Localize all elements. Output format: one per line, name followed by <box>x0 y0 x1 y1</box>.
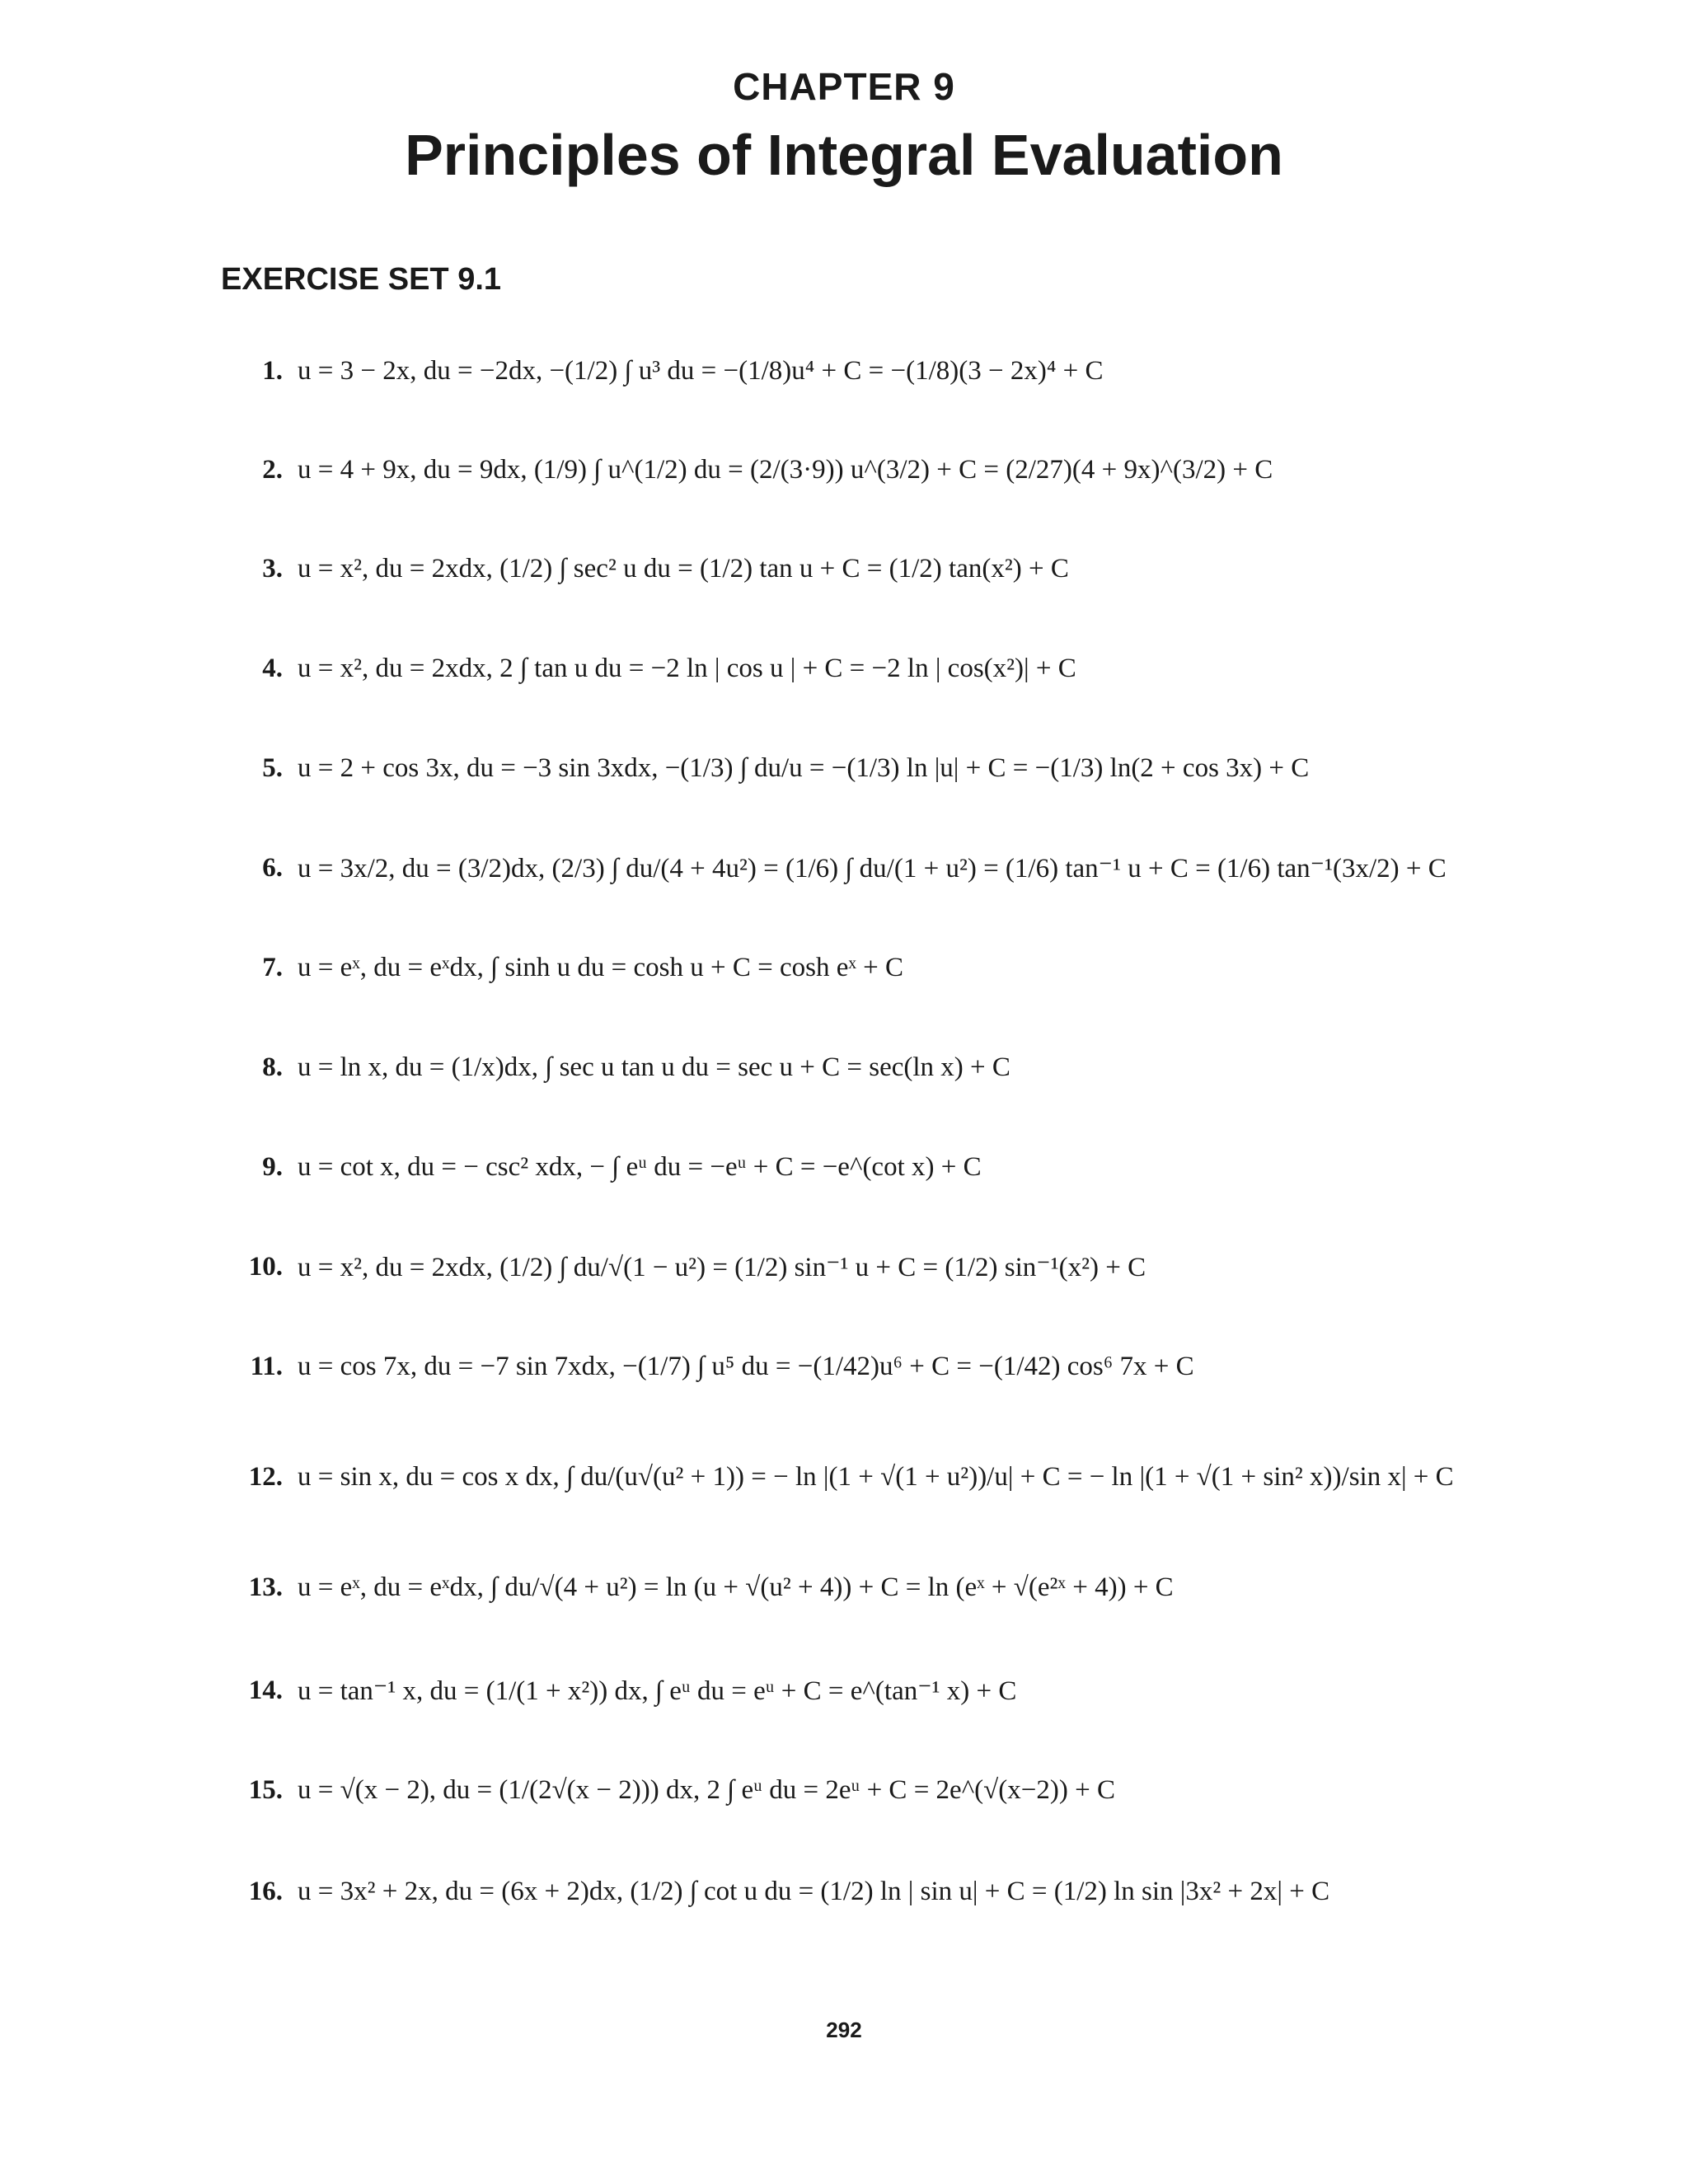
exercise-solution: u = 4 + 9x, du = 9dx, (1/9) ∫ u^(1/2) du = (2/(3·9)) u^(3/2) + C = (2/27)(4 + 9x)^(3/2) + C <box>298 454 1273 485</box>
exercise-number: 2. <box>262 454 283 485</box>
exercise-item <box>218 1432 1653 1522</box>
exercise-number: 1. <box>262 355 283 386</box>
exercise-item <box>218 1022 1653 1113</box>
exercise-solution: u = eˣ, du = eˣdx, ∫ sinh u du = cosh u + C = cosh eˣ + C <box>298 952 904 982</box>
exercise-item <box>218 1542 1653 1633</box>
exercise-solution: u = x², du = 2xdx, (1/2) ∫ sec² u du = (1/2) tan u + C = (1/2) tan(x²) + C <box>298 553 1069 583</box>
exercise-number: 10. <box>248 1251 283 1282</box>
exercise-solution: u = 2 + cos 3x, du = −3 sin 3xdx, −(1/3) ∫ du/u = −(1/3) ln |u| + C = −(1/3) ln(2 + cos 3x) + C <box>298 752 1310 783</box>
exercise-item <box>218 1745 1653 1835</box>
exercise-number: 15. <box>248 1774 283 1805</box>
exercise-number: 12. <box>248 1461 283 1492</box>
exercise-solution: u = x², du = 2xdx, (1/2) ∫ du/√(1 − u²) = (1/2) sin⁻¹ u + C = (1/2) sin⁻¹(x²) + C <box>298 1253 1146 1282</box>
exercise-item <box>218 1645 1653 1736</box>
exercise-item <box>218 723 1653 813</box>
section-heading: EXERCISE SET 9.1 <box>221 262 502 297</box>
exercise-number: 7. <box>262 952 283 982</box>
exercise-solution: u = x², du = 2xdx, 2 ∫ tan u du = −2 ln | cos u | + C = −2 ln | cos(x²)| + C <box>298 653 1076 683</box>
exercise-solution: u = cos 7x, du = −7 sin 7xdx, −(1/7) ∫ u⁵ du = −(1/42)u⁶ + C = −(1/42) cos⁶ 7x + C <box>298 1351 1194 1381</box>
exercise-solution: u = 3x² + 2x, du = (6x + 2)dx, (1/2) ∫ cot u du = (1/2) ln | sin u| + C = (1/2) ln sin |3x² + 2x| + C <box>298 1876 1330 1906</box>
exercise-item <box>218 1321 1653 1412</box>
page-number: 292 <box>826 2018 862 2042</box>
exercise-number: 6. <box>262 852 283 883</box>
exercise-number: 13. <box>248 1572 283 1602</box>
exercise-item <box>218 823 1653 913</box>
exercise-number: 14. <box>248 1675 283 1705</box>
exercise-item <box>218 1122 1653 1212</box>
exercise-item <box>218 623 1653 714</box>
exercise-number: 8. <box>262 1052 283 1082</box>
exercise-solution: u = tan⁻¹ x, du = (1/(1 + x²)) dx, ∫ eᵘ du = eᵘ + C = e^(tan⁻¹ x) + C <box>298 1676 1017 1706</box>
exercise-solution: u = √(x − 2), du = (1/(2√(x − 2))) dx, 2 ∫ eᵘ du = 2eᵘ + C = 2e^(√(x−2)) + C <box>298 1774 1115 1805</box>
exercise-number: 16. <box>248 1876 283 1906</box>
exercise-solution: u = sin x, du = cos x dx, ∫ du/(u√(u² + 1)) = − ln |(1 + √(1 + u²))/u| + C = − ln |(1 + √(1 + sin² x))/sin x| + C <box>298 1461 1454 1492</box>
exercise-solution: u = ln x, du = (1/x)dx, ∫ sec u tan u du = sec u + C = sec(ln x) + C <box>298 1052 1010 1082</box>
exercise-item <box>218 922 1653 1013</box>
exercise-item <box>218 1846 1653 1937</box>
exercise-solution: u = cot x, du = − csc² xdx, − ∫ eᵘ du = −eᵘ + C = −e^(cot x) + C <box>298 1151 982 1182</box>
exercise-number: 5. <box>262 752 283 783</box>
exercise-number: 11. <box>250 1351 283 1381</box>
exercise-solution: u = 3 − 2x, du = −2dx, −(1/2) ∫ u³ du = −(1/8)u⁴ + C = −(1/8)(3 − 2x)⁴ + C <box>298 355 1104 386</box>
exercise-number: 9. <box>262 1151 283 1182</box>
chapter-title: Principles of Integral Evaluation <box>405 123 1283 187</box>
exercise-item <box>218 424 1653 515</box>
exercise-solution: u = 3x/2, du = (3/2)dx, (2/3) ∫ du/(4 + 4u²) = (1/6) ∫ du/(1 + u²) = (1/6) tan⁻¹ u + C = (1/6) tan⁻¹(3x/2) + C <box>298 854 1447 883</box>
exercise-number: 3. <box>262 553 283 583</box>
exercise-solution: u = eˣ, du = eˣdx, ∫ du/√(4 + u²) = ln (u + √(u² + 4)) + C = ln (eˣ + √(e²ˣ + 4)) + C <box>298 1572 1174 1602</box>
exercise-number: 4. <box>262 653 283 683</box>
exercise-item <box>218 1221 1653 1312</box>
exercise-item <box>218 326 1653 416</box>
chapter-label: CHAPTER 9 <box>733 65 955 108</box>
exercise-item <box>218 523 1653 614</box>
